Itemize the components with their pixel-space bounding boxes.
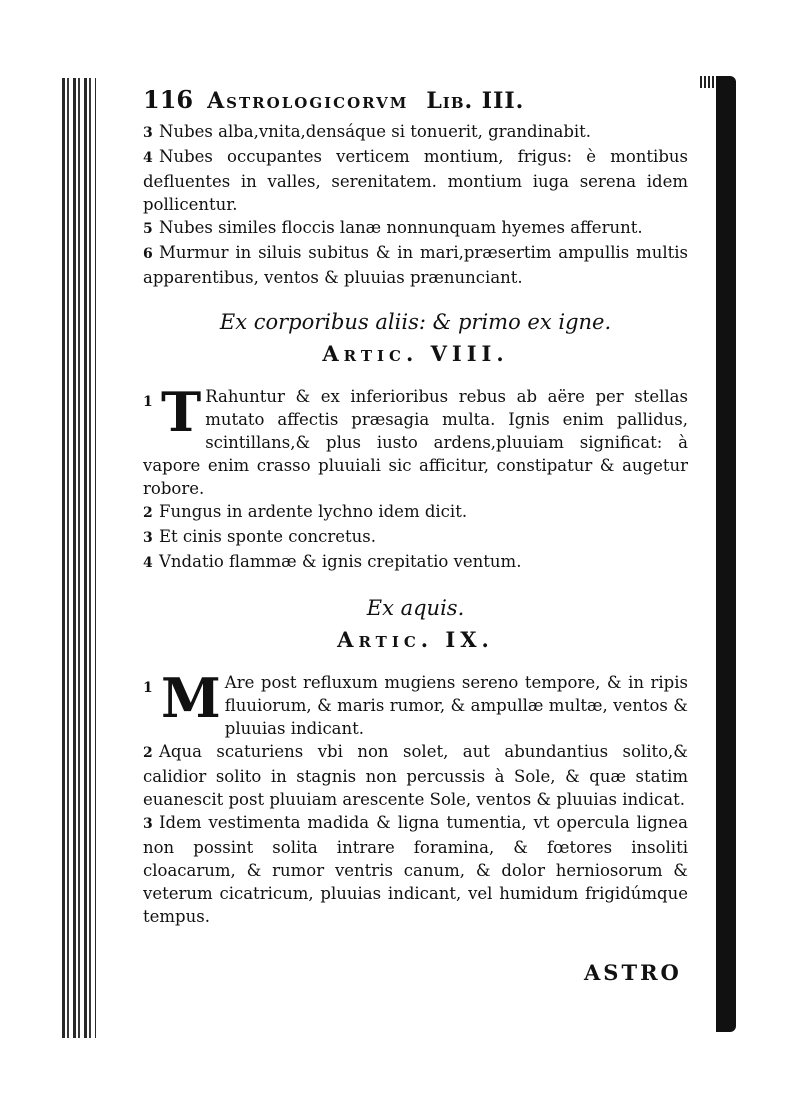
drop-capital: T <box>161 380 202 444</box>
article-heading-viii: Artic. VIII. <box>322 341 509 366</box>
running-book-number: Lib. III. <box>426 88 525 114</box>
running-title: Astrologicorvm <box>207 88 409 114</box>
list-item: 3 Nubes alba,vnita,densáque si tonuerit, grandinabit. <box>143 122 592 141</box>
list-item: 3 Idem vestimenta madida & ligna tumentia, vt opercula lignea non possint solita intrare foramina, & fœtores insoliti cloacarum, & rumor ventris canum, & dolor herniosorum & veterum cicatricum, pluuias indicant, vel humidum frigidúmque tempus. <box>143 813 688 926</box>
running-head <box>143 85 688 120</box>
list-item: 4 Nubes occupantes verticem montium, frigus: è montibus defluentes in valles, serenitatem. montium iuga serena idem pollicentur. <box>143 147 688 214</box>
list-item: 2 Fungus in ardente lychno idem dicit. <box>143 502 468 521</box>
list-item: 5 Nubes similes floccis lanæ nonnunquam hyemes afferunt. <box>143 218 643 237</box>
book-page <box>143 85 688 928</box>
catchword: ASTRO <box>584 960 682 985</box>
article-heading-ix: Artic. IX. <box>337 627 494 652</box>
section-heading-fire: Ex corporibus aliis: & primo ex igne. <box>219 310 612 334</box>
page-edge-shadow <box>700 76 716 88</box>
article-ix-item-1: 1 M Are post refluxum mugiens sereno tempore, & in ripis fluuiorum, & maris rumor, & ampullæ multæ, ventos & pluuias indicant. <box>143 666 688 738</box>
page-binding-left <box>62 78 96 1038</box>
list-item: 3 Et cinis sponte concretus. <box>143 527 376 546</box>
list-item: 6 Murmur in siluis subitus & in mari,præsertim ampullis multis apparentibus, ventos & pluuias prænunciant. <box>143 243 688 287</box>
section-heading-water: Ex aquis. <box>366 596 465 620</box>
list-item: 2 Aqua scaturiens vbi non solet, aut abundantius solito,& calidior solito in stagnis non percussis à Sole, & quæ statim euanescit post pluuiam arescente Sole, ventos & pluuias indicat. <box>143 742 688 809</box>
page-number: 116 <box>143 85 194 114</box>
article-viii-item-1: 1 T Rahuntur & ex inferioribus rebus ab aëre per stellas mutato affectis præsagia multa. Ignis enim pallidus, scintillans,& plus iusto ardens,pluuiam significat: à vapore enim crasso pluuiali sic afficitur, constipatur & augetur robore. <box>143 380 688 498</box>
list-item: 4 Vndatio flammæ & ignis crepitatio ventum. <box>143 552 522 571</box>
drop-capital: M <box>161 666 221 730</box>
page-binding-right <box>716 76 736 1032</box>
